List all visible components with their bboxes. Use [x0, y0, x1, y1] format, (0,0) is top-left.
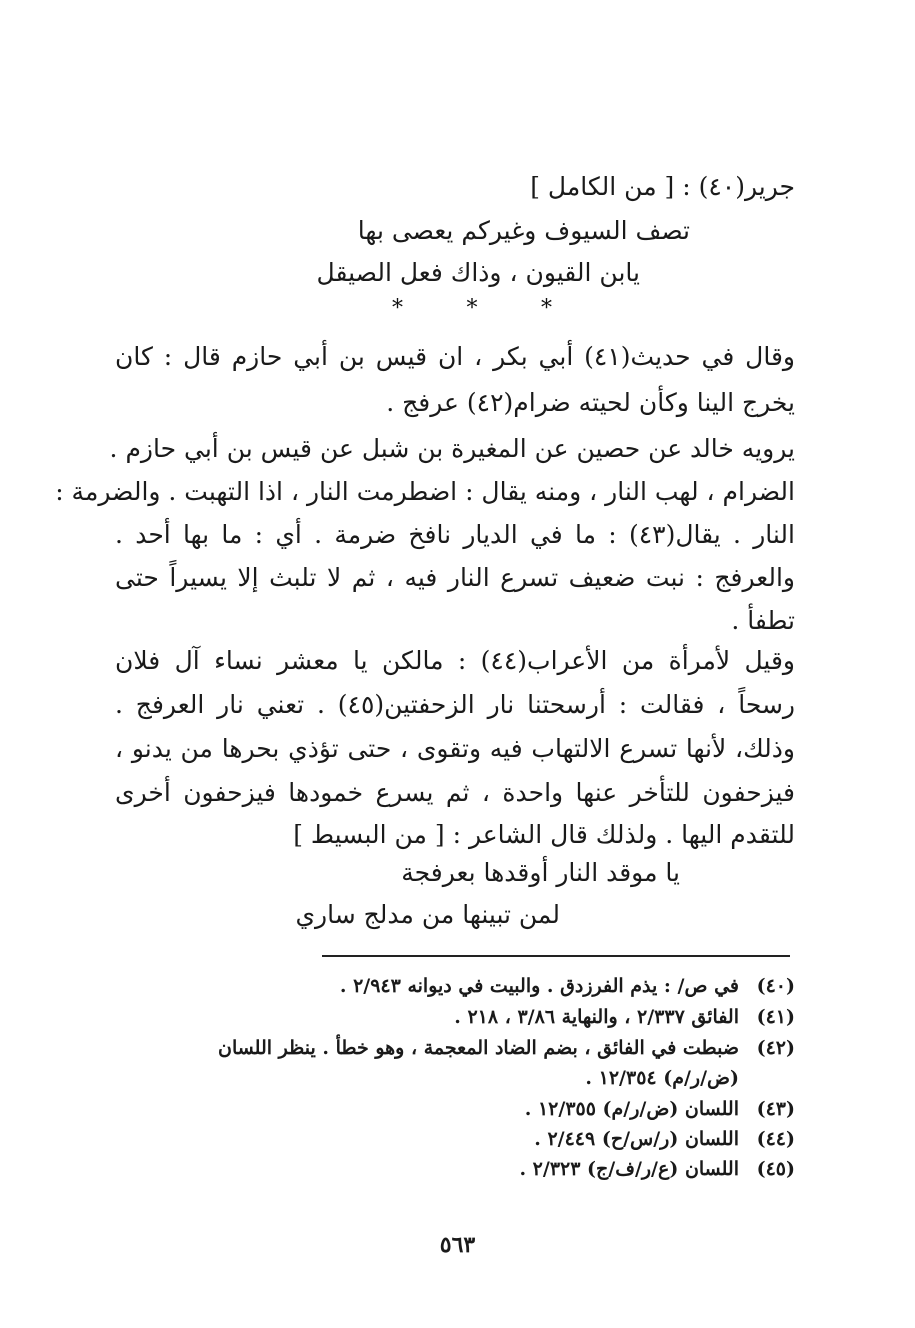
- footnote-number: (٤٥): [756, 1158, 795, 1180]
- footnote: [454, 1003, 795, 1031]
- paragraph-line: النار . يقال(٤٣) : ما في الديار نافخ ضرمة . أي : ما بها أحد .: [115, 520, 795, 549]
- paragraph-line: رسحاً ، فقالت : أرسحتنا نار الزحفتين(٤٥) . تعني نار العرفج .: [115, 690, 795, 719]
- footnote: [340, 972, 795, 1000]
- paragraph-line: يرويه خالد عن حصين عن المغيرة بن شبل عن قيس بن أبي حازم .: [109, 434, 795, 463]
- footnote-number: (٤١): [756, 1006, 795, 1028]
- page-number: ٥٦٣: [439, 1232, 476, 1258]
- verse-line: يابن القيون ، وذاك فعل الصيقل: [316, 258, 640, 287]
- verse-line: يا موقد النار أوقدها بعرفجة: [401, 858, 680, 887]
- star-icon: *: [541, 296, 552, 321]
- footnote-text: اللسان (ع/ر/ف/ج) ٢/٣٢٣ .: [519, 1158, 739, 1180]
- footnote-number: (٤٣): [756, 1098, 795, 1120]
- footnote: [218, 1034, 795, 1062]
- footnote-number: (٤٠): [756, 975, 795, 997]
- verse-line: تصف السيوف وغيركم يعصى بها: [357, 216, 690, 245]
- footnote-text: اللسان (ض/ر/م) ١٢/٣٥٥ .: [524, 1098, 739, 1120]
- footnote-divider: [322, 955, 790, 957]
- verse-line: لمن تبينها من مدلج ساري: [295, 900, 560, 929]
- star-icon: *: [392, 296, 403, 321]
- footnote-number: (٤٢): [756, 1037, 795, 1059]
- section-divider: [392, 296, 552, 321]
- footnote-text: ضبطت في الفائق ، بضم الضاد المعجمة ، وهو خطأ . ينظر اللسان: [217, 1037, 739, 1059]
- star-icon: *: [466, 296, 478, 321]
- paragraph-line: وذلك، لأنها تسرع الالتهاب فيه وتقوى ، حتى تؤذي بحرها من يدنو ،: [115, 734, 795, 763]
- paragraph-line: يخرج الينا وكأن لحيته ضرام(٤٢) عرفج .: [386, 388, 795, 417]
- footnote: [519, 1155, 795, 1183]
- paragraph-line: وقيل لأمرأة من الأعراب(٤٤) : مالكن يا معشر نساء آل فلان: [115, 646, 795, 675]
- footnote: [525, 1095, 795, 1123]
- paragraph-line: فيزحفون للتأخر عنها واحدة ، ثم يسرع خمودها فيزحفون أخرى: [115, 778, 795, 807]
- footnote-text: الفائق ٢/٣٣٧ ، والنهاية ٣/٨٦ ، ٢١٨ .: [454, 1006, 739, 1028]
- paragraph-line: والعرفج : نبت ضعيف تسرع النار فيه ، ثم لا تلبث إلا يسيراً حتى: [115, 563, 795, 592]
- footnote-continuation: (ض/ر/م) ١٢/٣٥٤ .: [585, 1067, 739, 1089]
- paragraph-line: للتقدم اليها . ولذلك قال الشاعر : [ من البسيط ]: [293, 820, 795, 849]
- footnote-number: (٤٤): [756, 1128, 795, 1150]
- paragraph-line: الضرام ، لهب النار ، ومنه يقال : اضطرمت النار ، اذا التهبت . والضرمة :: [55, 477, 795, 506]
- footnote: [534, 1125, 795, 1153]
- poem-attribution: جرير(٤٠) : [ من الكامل ]: [530, 172, 795, 201]
- footnote-text: في ص/ : يذم الفرزدق . والبيت في ديوانه ٢/٩٤٣ .: [339, 975, 739, 997]
- footnote-text: اللسان (ر/س/ح) ٢/٤٤٩ .: [534, 1128, 739, 1150]
- paragraph-line: تطفأ .: [731, 606, 795, 635]
- paragraph-line: وقال في حديث(٤١) أبي بكر ، ان قيس بن أبي حازم قال : كان: [115, 342, 795, 371]
